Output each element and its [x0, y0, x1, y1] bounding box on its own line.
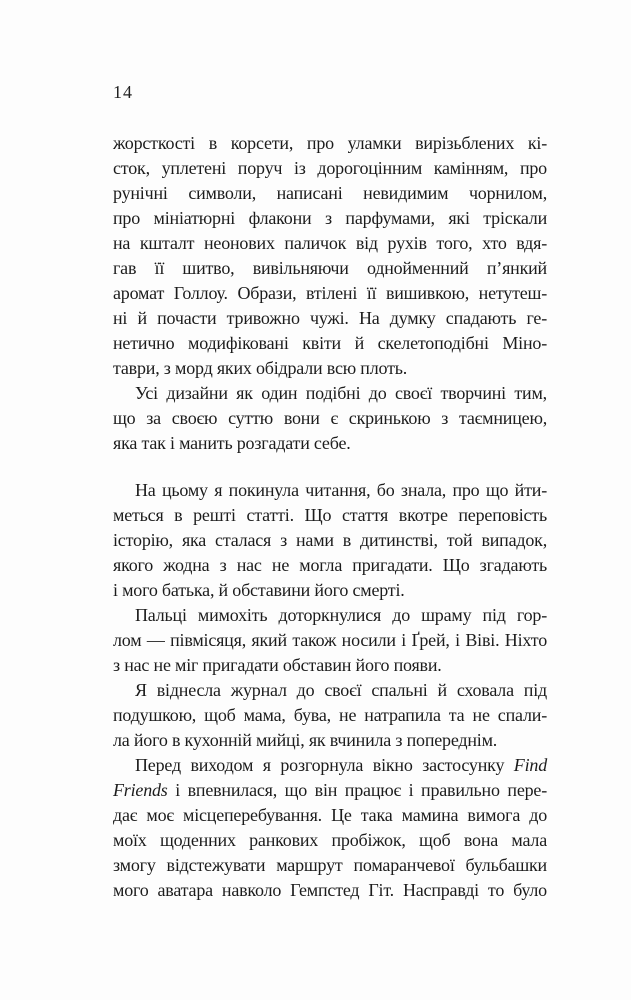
text-segment: про мініатюрні флакони з парфумами, які тріскали: [113, 208, 547, 228]
text-segment: моїх щоденних ранкових пробіжок, щоб вона мала: [113, 830, 547, 850]
paragraph: [113, 603, 547, 678]
text-segment: жорсткості в корсети, про уламки вирізьблених кі-: [113, 133, 547, 153]
text-segment: подушкою, щоб мама, бува, не натрапила та не спали-: [113, 705, 547, 725]
text-segment: Усі дизайни як один подібні до своєї творчині тим,: [135, 383, 547, 403]
text-segment: мого аватара навколо Гемпстед Гіт. Насправді то було: [113, 880, 547, 900]
text-segment: і мого батька, й обставини його смерті.: [113, 580, 405, 600]
text-line: [113, 256, 547, 281]
paragraph: [113, 753, 547, 903]
text-segment: гав її шитво, вивільняючи однойменний п’янкий: [113, 258, 547, 278]
text-line: [113, 478, 547, 503]
text-line: [113, 503, 547, 528]
text-line: [113, 553, 547, 578]
text-line: [113, 356, 547, 381]
text-line: [113, 181, 547, 206]
text-segment: на кшталт неонових паличок від рухів того, хто вдя-: [113, 233, 547, 253]
paragraph: [113, 678, 547, 753]
text-line: [113, 281, 547, 306]
text-line: [113, 603, 547, 628]
text-segment: з нас не міг пригадати обставин його появи.: [113, 655, 442, 675]
text-segment: На цьому я покинула читання, бо знала, про що йти-: [135, 480, 547, 500]
text-line: [113, 753, 547, 778]
page-number: 14: [113, 82, 133, 102]
italic-text-segment: Friends: [113, 780, 168, 800]
text-segment: змогу відстежувати маршрут помаранчевої бульбашки: [113, 855, 547, 875]
text-segment: ні й почасти тривожно чужі. На думку спадають ге-: [113, 308, 547, 328]
text-line: [113, 828, 547, 853]
paragraph: [113, 131, 547, 381]
text-line: [113, 678, 547, 703]
text-line: [113, 578, 547, 603]
text-segment: аромат Голлоу. Образи, втілені її вишивкою, нетутеш-: [113, 283, 547, 303]
text-line: [113, 878, 547, 903]
text-line: [113, 703, 547, 728]
text-line: [113, 381, 547, 406]
text-segment: меться в решті статті. Що стаття вкотре переповість: [113, 505, 547, 525]
italic-text-segment: Find: [513, 755, 547, 775]
text-line: [113, 306, 547, 331]
text-line: [113, 156, 547, 181]
text-segment: Пальці мимохіть доторкнулися до шраму під гор-: [135, 605, 547, 625]
text-line: [113, 803, 547, 828]
text-line: [113, 528, 547, 553]
text-segment: таври, з морд яких обідрали всю плоть.: [113, 358, 408, 378]
text-line: [113, 406, 547, 431]
text-segment: яка так і манить розгадати себе.: [113, 433, 351, 453]
text-segment: дає моє місцеперебування. Це така мамина вимога до: [113, 805, 547, 825]
text-line: [113, 206, 547, 231]
text-segment: що за своєю суттю вони є скринькою з таємницею,: [113, 408, 547, 428]
text-block: [113, 131, 547, 903]
text-segment: Перед виходом я розгорнула вікно застосунку: [135, 755, 514, 775]
text-line: [113, 231, 547, 256]
text-segment: сток, уплетені поруч із дорогоцінним камінням, про: [113, 158, 547, 178]
text-line: [113, 431, 547, 456]
text-line: [113, 728, 547, 753]
text-segment: нетично модифіковані квіти й скелетоподібні Міно-: [113, 333, 547, 353]
text-segment: ла його в кухонній мийці, як вчинила з попереднім.: [113, 730, 498, 750]
text-segment: історію, яка сталася з нами в дитинстві, той випадок,: [113, 530, 547, 550]
text-line: [113, 628, 547, 653]
text-line: [113, 853, 547, 878]
text-line: [113, 778, 547, 803]
text-segment: рунічні символи, написані невидимим чорнилом,: [113, 183, 547, 203]
paragraph: [113, 381, 547, 456]
text-segment: і впевнилася, що він працює і правильно пере-: [167, 780, 547, 800]
text-segment: якого жодна з нас не могла пригадати. Що згадають: [113, 555, 547, 575]
text-segment: лом — півмісяця, який також носили і Ґрей, і Віві. Ніхто: [113, 630, 547, 650]
text-segment: Я віднесла журнал до своєї спальні й сховала під: [135, 680, 547, 700]
paragraph: [113, 478, 547, 603]
text-line: [113, 331, 547, 356]
text-line: [113, 131, 547, 156]
text-line: [113, 653, 547, 678]
